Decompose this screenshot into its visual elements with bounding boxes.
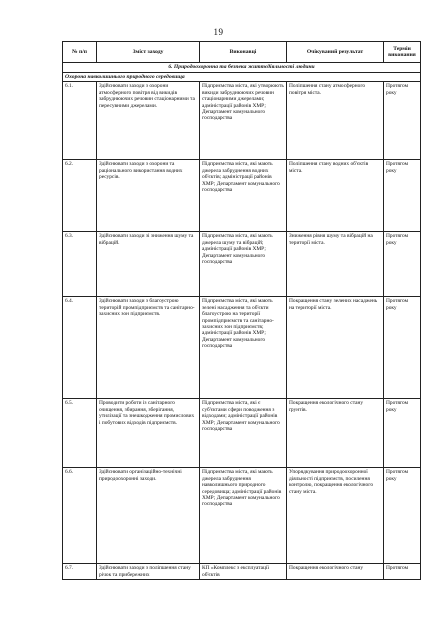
table-row: [63, 297, 421, 399]
row-number: 6.5.: [63, 399, 97, 468]
row-number: 6.6.: [63, 468, 97, 564]
table-row: [63, 160, 421, 232]
row-measure: Здійснювати заходи з благоустрою територій промпідприємств та санітарно-захисних зон підприємств.: [97, 297, 200, 399]
page-number: 19: [213, 27, 224, 37]
row-number: 6.2.: [63, 160, 97, 232]
row-executors: КП «Комплекс з експлуатації об'єктів: [200, 564, 287, 580]
section-title: 6. Природоохоронна та безпека життєдіяльності людини: [63, 63, 421, 73]
row-number: 6.7.: [63, 564, 97, 580]
header-result: Очікуваний результат: [287, 42, 384, 63]
row-executors: Підприємства міста, які утворюють викиди забруднюючих речовин стаціонарними джерелами; адміністрації районів ХМР; Департамент комунального господарства: [200, 82, 287, 160]
table-row: [63, 232, 421, 297]
row-executors: Підприємства міста, які мають джерела шуму та вібрацій; адміністрації районів ХМР; Департамент комунального господарства: [200, 232, 287, 297]
header-number: № п/п: [63, 42, 97, 63]
row-measure: Здійснювати заходи з охорони атмосферного повітря від викидів забруднюючих речовин стаціонарними та пересувними джерелами.: [97, 82, 200, 160]
header-term: Термін виконання: [384, 42, 421, 63]
row-term: Протягом року: [384, 468, 421, 564]
row-executors: Підприємства міста, які є суб'єктами сфери поводження з відходами; адміністрації районів ХМР; Департамент комунального господарства: [200, 399, 287, 468]
row-result: Упорядкування природоохоронної діяльності підприємств, посилення контролю, покращення екологічного стану міста.: [287, 468, 384, 564]
row-measure: Здійснювати заходи з охорони та раціонального використання водних ресурсів.: [97, 160, 200, 232]
row-term: Протягом року: [384, 82, 421, 160]
row-result: Поліпшення стану водних об'єктів міста.: [287, 160, 384, 232]
subsection-row: [63, 73, 421, 82]
header-measure: Зміст заходу: [97, 42, 200, 63]
row-result: Зниження рівня шуму та вібрацій на території міста.: [287, 232, 384, 297]
table-header-row: [63, 42, 421, 63]
row-number: 6.3.: [63, 232, 97, 297]
row-measure: Здійснювати організаційно-технічні природоохоронні заходи.: [97, 468, 200, 564]
row-term: Протягом року: [384, 297, 421, 399]
row-executors: Підприємства міста, які мають джерела забруднення водних об'єктів; адміністрації районів ХМР; Департамент комунального господарства: [200, 160, 287, 232]
table-row: [63, 564, 421, 580]
measures-table: [62, 41, 421, 580]
row-term: Протягом року: [384, 399, 421, 468]
row-result: Покращення екологічного стану ґрунтів.: [287, 399, 384, 468]
row-measure: Здійснювати заходи з поліпшення стану річок та прибережних: [97, 564, 200, 580]
row-measure: Проводити роботи із санітарного очищення, збирання, зберігання, утилізації та знешкодження промислових і побутових відходів підприємств.: [97, 399, 200, 468]
table-row: [63, 399, 421, 468]
section-row: [63, 63, 421, 73]
header-executors: Виконавці: [200, 42, 287, 63]
row-result: Поліпшення стану атмосферного повітря міста.: [287, 82, 384, 160]
row-result: Покращення стану зелених насаджень на території міста.: [287, 297, 384, 399]
row-term: Протягом: [384, 564, 421, 580]
subsection-title: Охорона навколишнього природного середовища: [63, 73, 421, 82]
row-executors: Підприємства міста, які мають зелені насадження та об'єкти благоустрою на території промпідприємств та санітарно-захисних зон підприємств; адміністрації районів ХМР; Департамент комунального господарства: [200, 297, 287, 399]
row-term: Протягом року: [384, 160, 421, 232]
row-executors: Підприємства міста, які мають джерела забруднення навколишнього природного середовища; адміністрації районів ХМР; Департамент комунального господарства: [200, 468, 287, 564]
row-term: Протягом року: [384, 232, 421, 297]
row-measure: Здійснювати заходи зі зниження шуму та вібрацій.: [97, 232, 200, 297]
table-row: [63, 468, 421, 564]
row-result: Покращення екологічного стану: [287, 564, 384, 580]
row-number: 6.1.: [63, 82, 97, 160]
table-row: [63, 82, 421, 160]
row-number: 6.4.: [63, 297, 97, 399]
